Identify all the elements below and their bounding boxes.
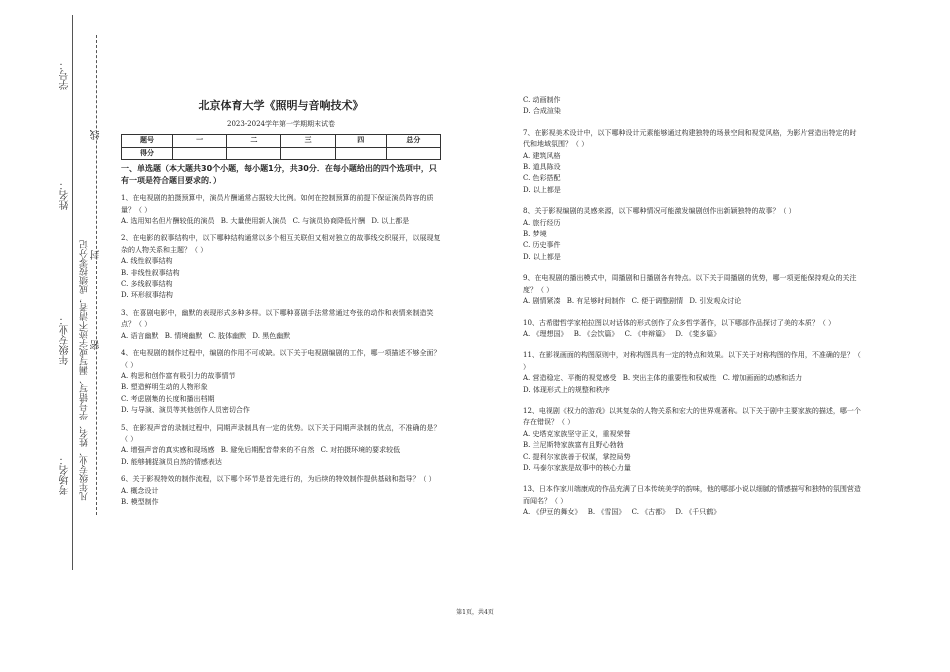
option[interactable]: D. 马泰尔家族是故事中的核心力量	[523, 463, 631, 472]
question-stem: 7、在影视美术设计中，以下哪种设计元素能够通过构建独特的场景空间和视觉风格，为影片营造出特定的时代和地域氛围？（ ）	[523, 128, 857, 149]
question-stem: 1、在电视剧的拍摄预算中，演员片酬通常占据较大比例。如何在控制预算的前提下保证演员阵容的质量？（ ）	[121, 194, 434, 214]
line-label: 线	[91, 130, 102, 140]
score-row-label: 得分	[122, 147, 173, 159]
right-column	[523, 95, 863, 519]
page-footer: 第1页，共4页	[456, 609, 494, 616]
question-options-inline	[121, 331, 441, 342]
option[interactable]: D. 体现形式上的规整和秩序	[523, 385, 610, 394]
option[interactable]: C. 对拍摄环境的要求较低	[320, 446, 401, 455]
exam-site-label: 考场名：	[60, 455, 71, 495]
option[interactable]: C. 考虑剧集的长度和播出档期	[121, 394, 215, 403]
name-label: 姓名：	[60, 180, 71, 210]
score-header-cell: 题号	[122, 135, 173, 147]
student-id-label: 学号：	[60, 60, 71, 90]
section-title: 一、单选题（本大题共30个小题，每小题1分，共30分．在每小题给出的四个选项中，只有一项是符合题目要求的．）	[121, 164, 437, 186]
option[interactable]: D. 以上都是	[523, 252, 561, 261]
option[interactable]: B. 大量使用新人演员	[220, 217, 287, 226]
question	[523, 206, 863, 263]
option[interactable]: C. 与演员协商降低片酬	[292, 217, 366, 226]
option[interactable]: B. 避免后期配音带来的不自然	[220, 446, 315, 455]
question-continuation	[523, 95, 863, 118]
question	[121, 233, 441, 301]
question-options-inline	[523, 296, 863, 307]
option[interactable]: D. 《斐多篇》	[675, 329, 721, 338]
option[interactable]: C. 《申辩篇》	[624, 329, 670, 338]
score-table-score-row	[122, 147, 441, 159]
score-header-cell: 二	[227, 135, 281, 147]
question-stem: 9、在电视剧的播出模式中，周播剧和日播剧各有特点。以下关于周播剧的优势，哪一项更能保持观众的关注度？（ ）	[523, 274, 857, 294]
option[interactable]: D. 能够捕捉演员自然的情感表达	[121, 457, 222, 466]
score-cell[interactable]	[335, 147, 386, 159]
option[interactable]: A. 语言幽默	[121, 331, 159, 340]
score-cell[interactable]	[227, 147, 281, 159]
question	[523, 318, 863, 341]
score-table	[121, 134, 441, 160]
option[interactable]: A. 营造稳定、平衡的视觉感受	[523, 374, 617, 383]
question	[523, 406, 863, 474]
score-cell[interactable]	[173, 147, 227, 159]
option[interactable]: A. 概念设计	[121, 486, 159, 495]
question	[121, 308, 441, 342]
score-cell[interactable]	[386, 147, 440, 159]
option[interactable]: B. 塑造鲜明生动的人物形象	[121, 383, 208, 392]
question-options-inline	[523, 373, 863, 384]
question	[523, 350, 863, 396]
question-options-inline	[523, 507, 863, 518]
major-label: 年级专业：	[60, 315, 71, 365]
question	[523, 484, 863, 518]
option[interactable]: C. 肢体幽默	[208, 331, 247, 340]
option[interactable]: B. 《会饮篇》	[573, 329, 619, 338]
question	[523, 273, 863, 307]
option[interactable]: B. 情境幽默	[164, 331, 203, 340]
option[interactable]: D. 环形叙事结构	[121, 291, 173, 300]
left-column	[121, 95, 441, 508]
option[interactable]: A. 线性叙事结构	[121, 257, 173, 266]
option[interactable]: A. 《理想国》	[523, 329, 568, 338]
option[interactable]: A. 建筑风格	[523, 151, 561, 160]
option[interactable]: B. 模型制作	[121, 497, 159, 506]
secret-label: 密	[91, 340, 102, 350]
question-stem: 10、古希腊哲学家柏拉图以对话体的形式创作了众多哲学著作，以下哪部作品探讨了美的本质？（ ）	[523, 318, 836, 327]
option[interactable]: D. 引发观众讨论	[689, 297, 742, 306]
option[interactable]: D. 《千只鹤》	[675, 508, 721, 517]
question-stem: 12、电视剧《权力的游戏》以其复杂的人物关系和宏大的世界观著称。以下关于剧中主要家族的描述，哪一个存在错误？（ ）	[523, 406, 861, 427]
binding-line-dashed	[96, 35, 97, 515]
option[interactable]: C. 动画制作	[523, 96, 561, 104]
score-header-cell: 四	[335, 135, 386, 147]
option[interactable]: A. 《伊豆的舞女》	[523, 508, 582, 517]
option[interactable]: C. 多线叙事结构	[121, 280, 173, 289]
question	[523, 128, 863, 196]
seal-label: 封	[91, 250, 102, 260]
option[interactable]: B. 梦境	[523, 230, 547, 239]
question-options-inline	[121, 216, 441, 227]
option[interactable]: C. 《古都》	[631, 508, 670, 517]
question-stem: 5、在影视声音的录制过程中，同期声录制具有一定的优势。以下关于同期声录制的优点，不准确的是？（ ）	[121, 423, 441, 443]
question-stem: 11、在影视画面的构图原则中，对称构图具有一定的特点和效果。以下关于对称构图的作用，不准确的是？（ ）	[523, 351, 861, 371]
option[interactable]: B. 非线性叙事结构	[121, 268, 180, 277]
option[interactable]: D. 黑色幽默	[252, 331, 291, 340]
question-stem: 8、关于影视编剧的灵感来源，以下哪种情况可能激发编剧创作出新颖独特的故事？（ ）	[523, 207, 796, 216]
question-stem: 2、在电影的叙事结构中，以下哪种结构通常以多个相互关联但又相对独立的故事线交织展开，以展现复杂的人物关系和主题？（ ）	[121, 234, 441, 254]
question-stem: 13、日本作家川端康成的作品充满了日本传统美学的韵味，他的哪部小说以细腻的情感描写和独特的氛围营造而闻名？（ ）	[523, 485, 861, 505]
option[interactable]: B. 有足够时间制作	[566, 297, 626, 306]
option[interactable]: A. 构思和创作富有吸引力的故事情节	[121, 371, 236, 380]
option[interactable]: B. 突出主体的重要性和权威性	[622, 374, 717, 383]
option[interactable]: C. 色彩搭配	[523, 174, 561, 183]
option[interactable]: C. 提利尔家族善于权谋，掌控局势	[523, 452, 631, 461]
score-header-cell: 一	[173, 135, 227, 147]
option[interactable]: A. 增强声音的真实感和现场感	[121, 446, 215, 455]
score-table-header-row	[122, 135, 441, 147]
binding-notice: 凡年级专业、姓名、学号错写、漏写或字迹不清者，成绩按零分记	[80, 240, 90, 501]
option[interactable]: A. 剧情紧凑	[523, 297, 561, 306]
option[interactable]: B. 道具陈设	[523, 163, 561, 172]
option[interactable]: D. 与导演、演员等其他创作人员密切合作	[121, 406, 250, 415]
question	[121, 474, 441, 508]
question	[121, 193, 441, 227]
paper-subtitle: 2023-2024学年第一学期期末试卷	[227, 120, 335, 128]
option[interactable]: D. 以上都是	[371, 217, 410, 226]
binding-line-solid	[72, 15, 73, 570]
option[interactable]: D. 以上都是	[523, 185, 561, 194]
question-stem: 6、关于影视特效的制作流程，以下哪个环节是首先进行的，为后续的特效制作提供基础和指导？（ ）	[121, 475, 436, 484]
score-header-cell: 总分	[386, 135, 440, 147]
option[interactable]: C. 历史事件	[523, 241, 561, 250]
option[interactable]: A. 史塔克家族坚守正义，重视荣誉	[523, 429, 631, 438]
question-stem: 3、在喜剧电影中，幽默的表现形式多种多样。以下哪种喜剧手法常常通过夸张的动作和表情来制造笑点？（ ）	[121, 308, 434, 329]
paper-title: 北京体育大学《照明与音响技术》	[198, 99, 364, 112]
score-header-cell: 三	[281, 135, 335, 147]
option[interactable]: B. 《雪国》	[587, 508, 626, 517]
question	[121, 423, 441, 469]
option[interactable]: A. 旅行经历	[523, 218, 561, 227]
question-stem: 4、在电视剧的制作过程中，编剧的作用不可或缺。以下关于电视剧编剧的工作，哪一项描述不够全面？（ ）	[121, 349, 441, 369]
question-options-inline	[121, 445, 441, 456]
score-cell[interactable]	[281, 147, 335, 159]
option[interactable]: A. 选用知名但片酬较低的演员	[121, 217, 215, 226]
option[interactable]: B. 兰尼斯特家族富有且野心勃勃	[523, 441, 624, 450]
option[interactable]: C. 便于调整剧情	[631, 297, 684, 306]
option[interactable]: D. 合成渲染	[523, 107, 561, 116]
option[interactable]: C. 增加画面的动感和活力	[722, 374, 803, 383]
question-options-inline	[523, 329, 863, 340]
question	[121, 348, 441, 416]
